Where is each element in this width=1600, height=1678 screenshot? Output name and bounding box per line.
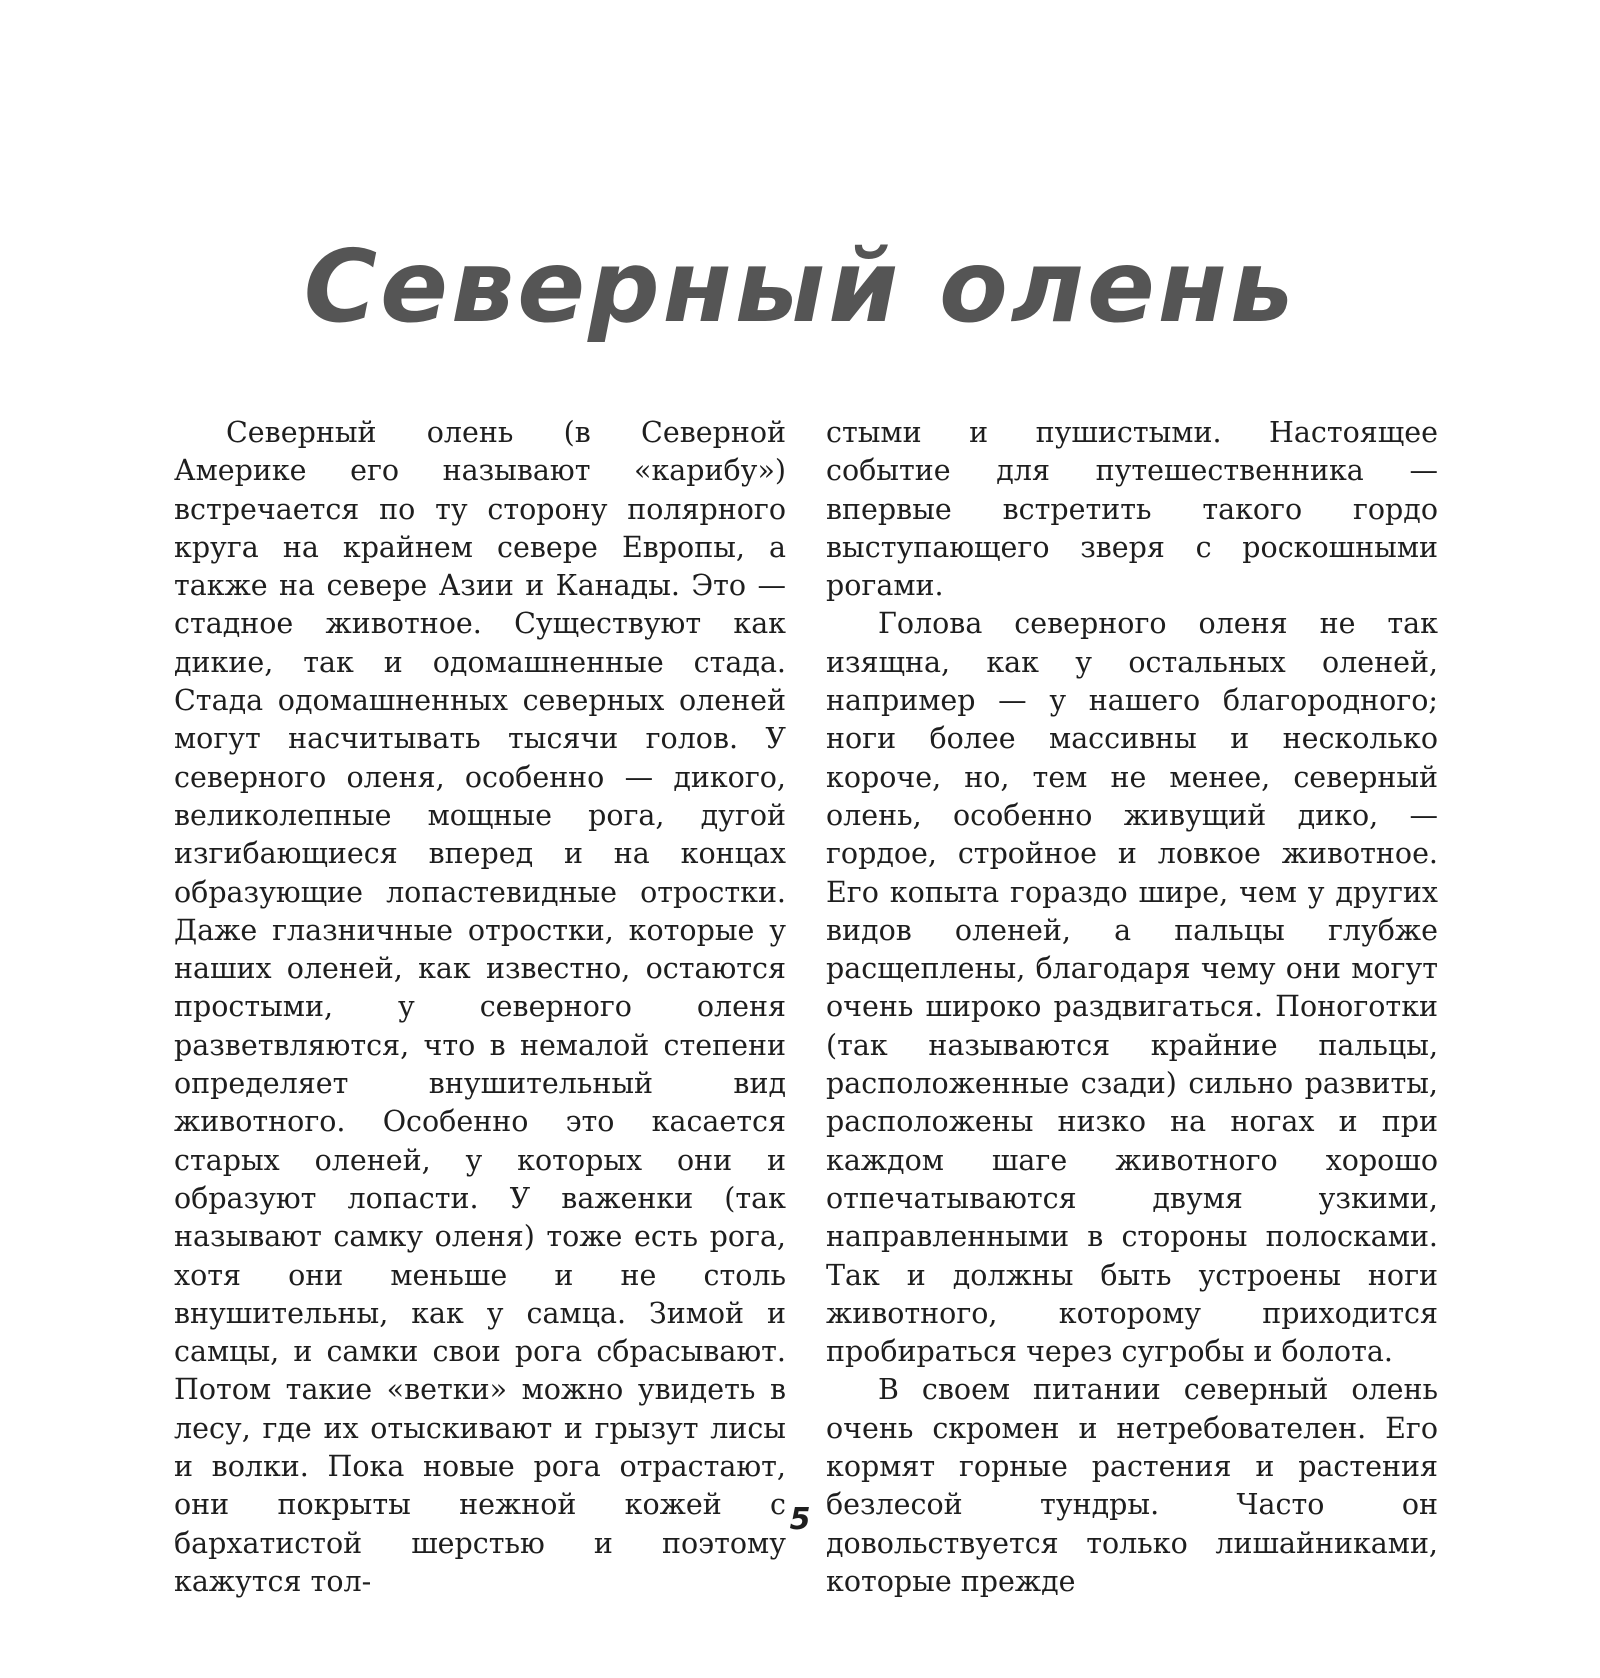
paragraph-1: Северный олень (в Северной Америке его называют «карибу») встречается по ту сторону полярного круга на крайнем севере Европы, а также на севере Азии и Канады. Это — стадное животное. Существуют как дикие, так и одомашненные стада. Стада одомашненных северных оленей могут насчитывать тысячи голов. У северного оленя, особенно — дикого, великолепные мощные рога, дугой изгибающиеся вперед и на концах образующие лопастевидные отростки. Даже глазничные отростки, которые у наших оленей, как известно, остаются простыми, у северного оленя разветвляются, что в немалой степени определяет внушительный вид животного. Особенно это касается старых оленей, у которых они и образуют лопасти. У важенки (так называют самку оленя) тоже есть рога, хотя они меньше и не столь внушительны, как у самца. Зимой и самцы, и самки свои рога сбрасывают. Потом такие «ветки» можно увидеть в лесу, где их отыскивают и грызут лисы и волки. Пока новые рога отрастают, они покрыты нежной кожей с бархатистой шерстью и поэтому кажутся тол- — [174, 416, 786, 1598]
text-column-left — [174, 414, 786, 1601]
page-title: Северный олень — [303, 228, 1297, 345]
text-column-right — [826, 414, 1438, 1601]
paragraph-1-continued: стыми и пушистыми. Настоящее событие для путешественника — впервые встретить такого гордо выступающего зверя с роскошными рогами. — [826, 416, 1438, 603]
paragraph-2: Голова северного оленя не так изящна, как у остальных оленей, например — у нашего благородного; ноги более массивны и несколько короче, но, тем не менее, северный олень, особенно живущий дико, — гордое, стройное и ловкое животное. Его копыта гораздо шире, чем у других видов оленей, а пальцы глубже расщеплены, благодаря чему они могут очень широко раздвигаться. Поноготки (так называются крайние пальцы, расположенные сзади) сильно развиты, расположены низко на ногах и при каждом шаге животного хорошо отпечатываются двумя узкими, направленными в стороны полосками. Так и должны быть устроены ноги животного, которому приходится пробираться через сугробы и болота. — [826, 607, 1438, 1369]
paragraph-3: В своем питании северный олень очень скромен и нетребователен. Его кормят горные растения и растения безлесой тундры. Часто он довольствуется только лишайниками, которые прежде — [826, 1373, 1438, 1598]
page-number: 5 — [789, 1502, 811, 1537]
